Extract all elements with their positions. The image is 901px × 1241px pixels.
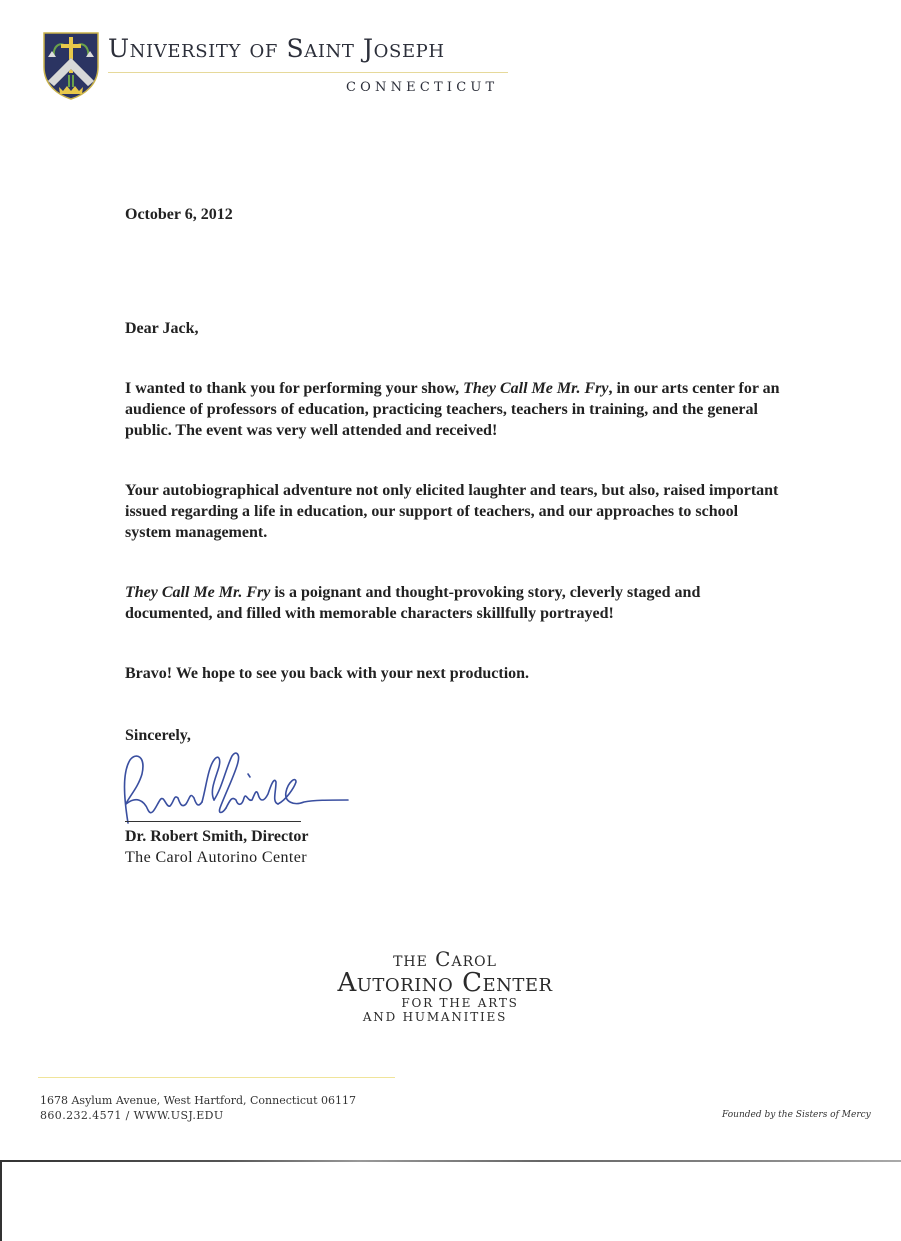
paragraph-text: I wanted to thank you for performing your show, xyxy=(125,380,464,397)
signer-name: Dr. Robert Smith, Director xyxy=(125,828,309,845)
paragraph-text: , in our arts center for an audience of professors of education, practicing teachers, teachers in training, and the general public. The event was very well attended and received! xyxy=(125,380,780,439)
scan-page-edge xyxy=(0,1160,901,1162)
logo-line-1: the Carol xyxy=(393,947,497,971)
paragraph-review xyxy=(125,582,785,624)
footer-contact: 860.232.4571 / WWW.USJ.EDU xyxy=(40,1109,224,1122)
scan-page-edge-left xyxy=(0,1160,2,1241)
university-name: University of Saint Joseph xyxy=(108,34,445,63)
footer-rule xyxy=(38,1077,395,1078)
signature-line xyxy=(125,821,301,822)
footer-address: 1678 Asylum Avenue, West Hartford, Connecticut 06117 xyxy=(40,1094,356,1107)
logo-line-2: Autorino Center xyxy=(337,968,553,998)
letter-date: October 6, 2012 xyxy=(125,206,233,223)
show-title: They Call Me Mr. Fry xyxy=(463,380,609,397)
carol-autorino-center-logo xyxy=(300,948,590,1024)
university-crest-icon xyxy=(42,31,100,101)
logo-line-3: FOR THE ARTS xyxy=(401,996,519,1010)
closing: Sincerely, xyxy=(125,727,191,744)
paragraph-thanks xyxy=(125,378,785,441)
show-title: They Call Me Mr. Fry xyxy=(125,584,271,601)
letterhead-rule xyxy=(108,72,508,73)
paragraph-bravo: Bravo! We hope to see you back with your next production. xyxy=(125,665,530,682)
paragraph-text: is a poignant and thought-provoking story, cleverly staged and documented, and filled with memorable characters skillfully portrayed! xyxy=(125,584,701,622)
handwritten-signature-icon xyxy=(118,748,358,830)
signer-organization: The Carol Autorino Center xyxy=(125,849,307,866)
paragraph-praise: Your autobiographical adventure not only elicited laughter and tears, but also, raised important issued regarding a life in education, our support of teachers, and our approaches to school system management. xyxy=(125,482,779,541)
logo-line-4: AND HUMANITIES xyxy=(362,1010,508,1024)
founded-note: Founded by the Sisters of Mercy xyxy=(722,1110,871,1120)
salutation: Dear Jack, xyxy=(125,320,199,337)
university-state: CONNECTICUT xyxy=(346,80,499,95)
